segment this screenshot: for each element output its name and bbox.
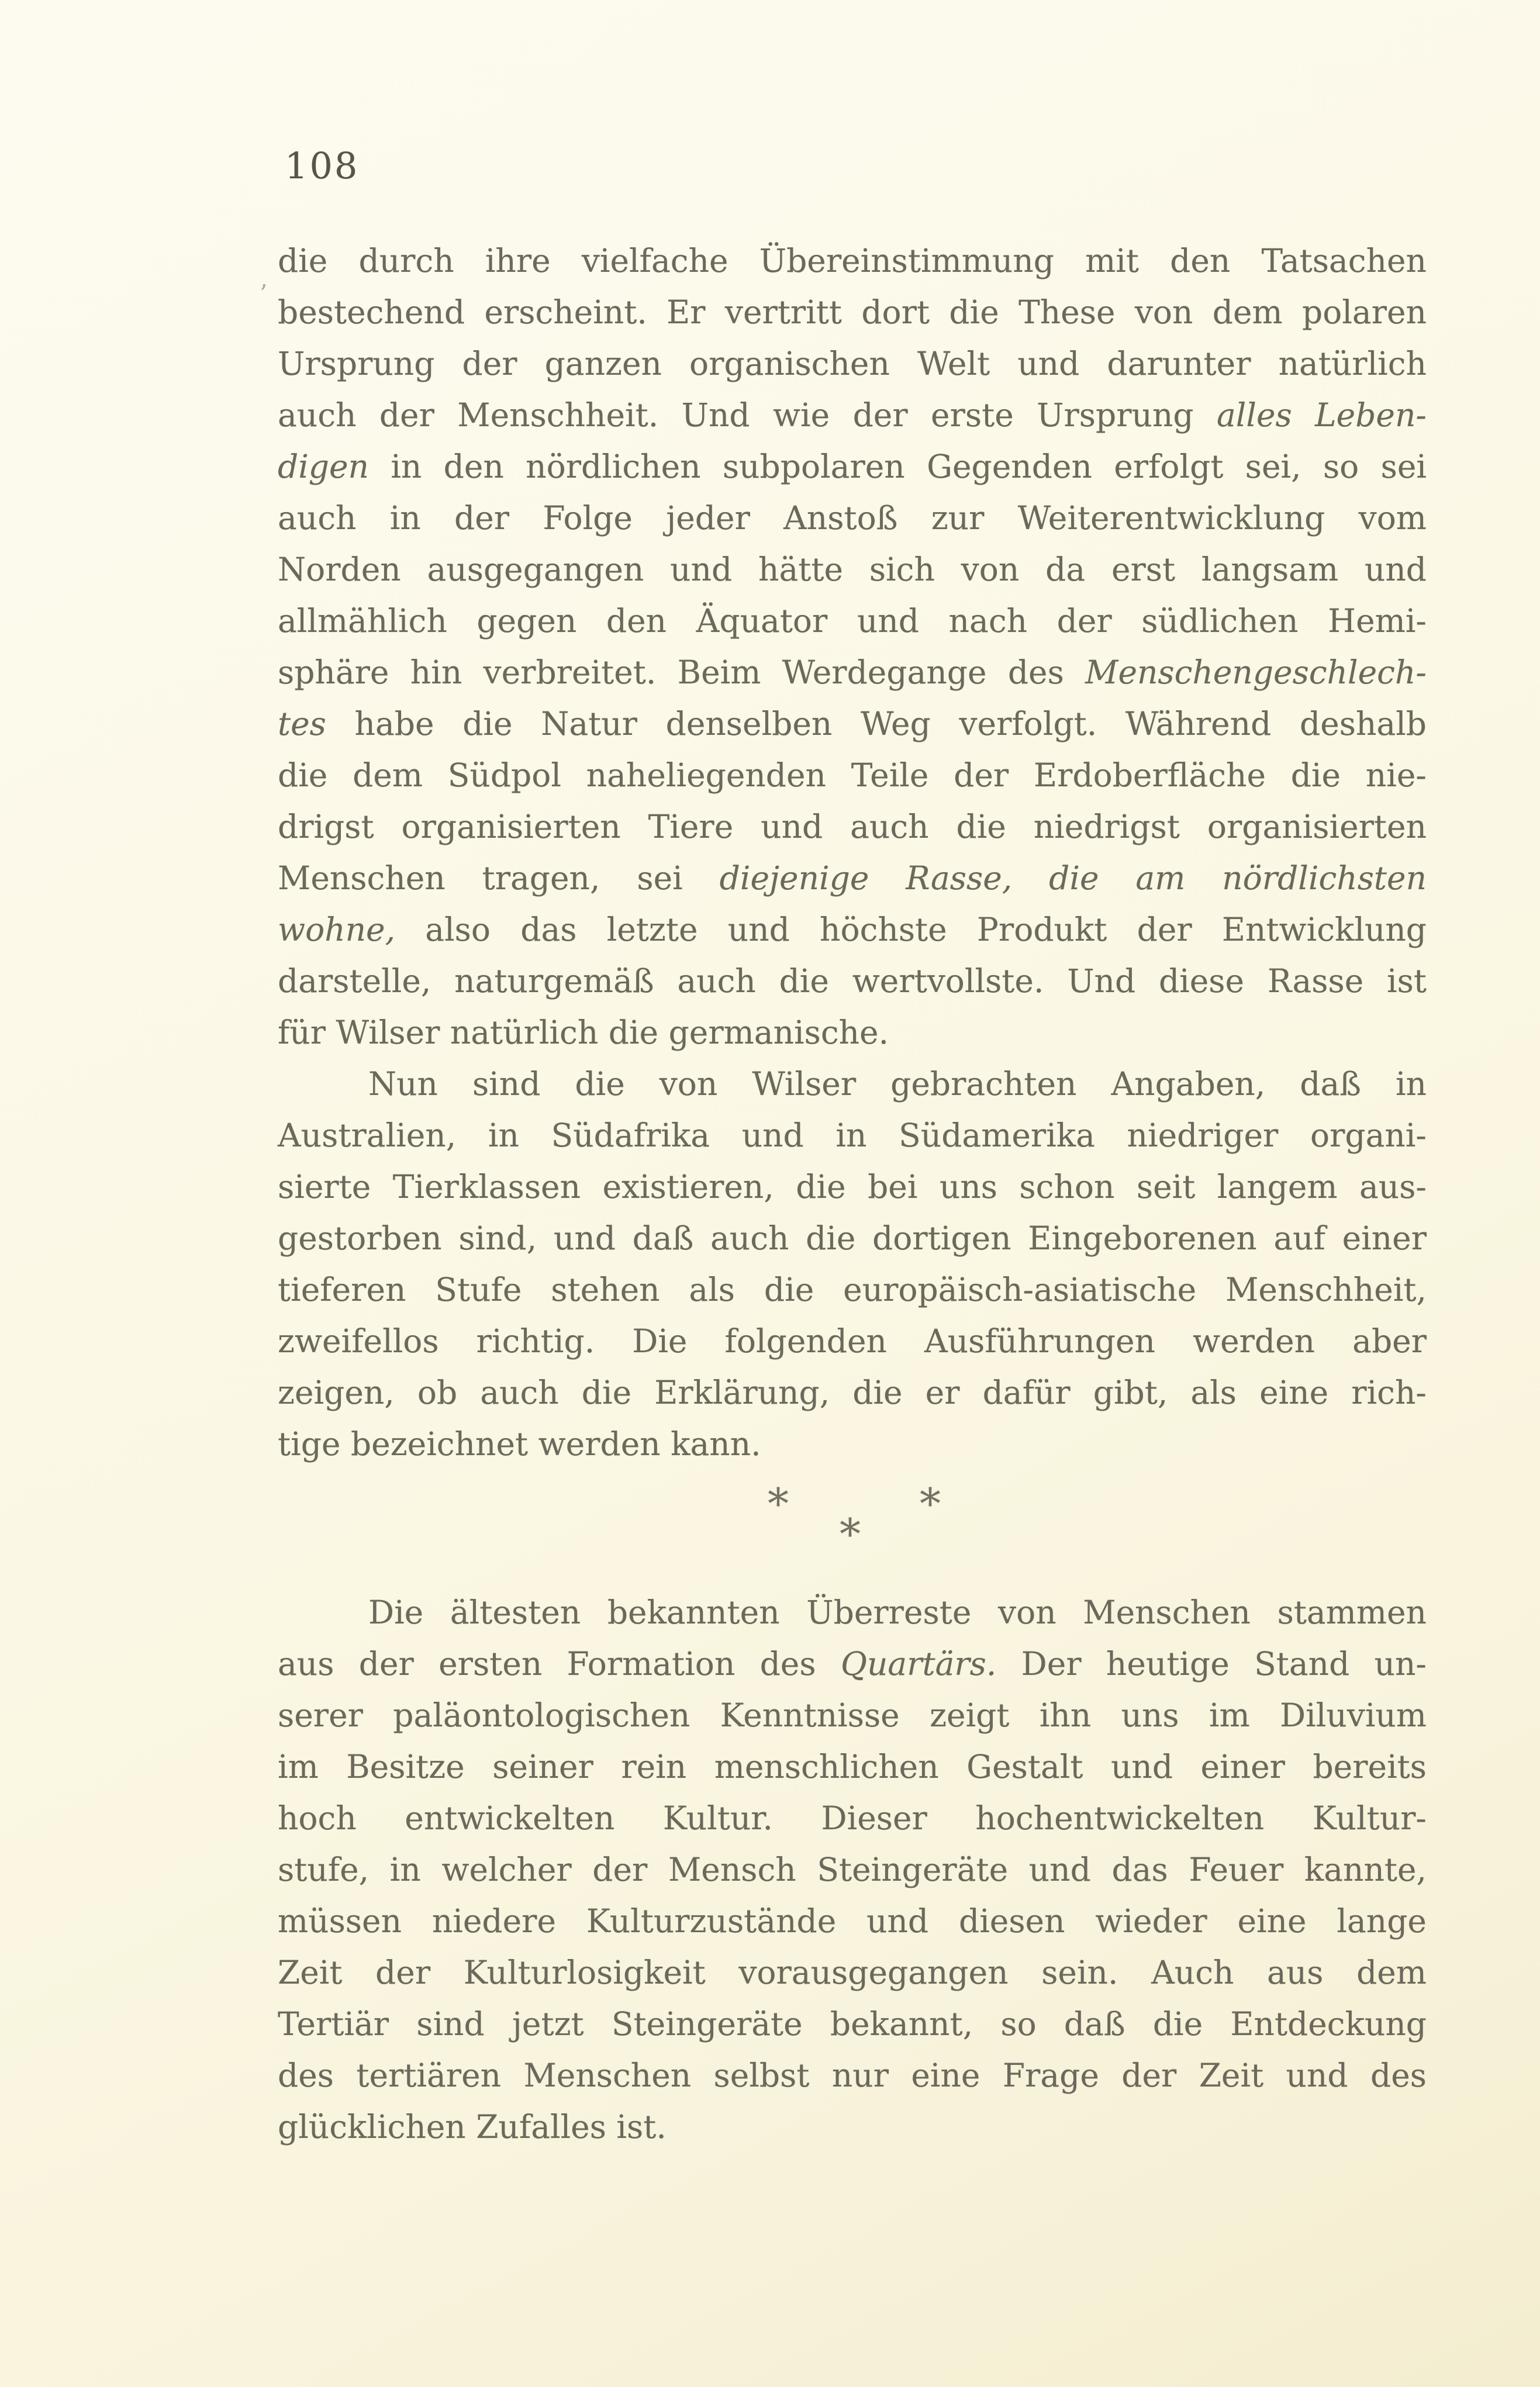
text-line — [278, 1264, 1427, 1315]
asterisk-icon: * — [768, 1479, 789, 1528]
text-line — [278, 1895, 1427, 1947]
text-segment: serer paläontologischen Kenntnisse zeigt ihn uns im Diluvium — [278, 1697, 1427, 1734]
text-line — [278, 647, 1427, 698]
text-line — [278, 955, 1427, 1007]
text-line — [278, 749, 1427, 801]
text-line — [278, 904, 1427, 955]
text-segment: allmählich gegen den Äquator und nach der südlichen Hemi- — [278, 602, 1427, 640]
text-segment: tieferen Stufe stehen als die europäisch-asiatische Menschheit, — [278, 1271, 1427, 1308]
text-segment: Nun sind die von Wilser gebrachten Angaben, daß in — [368, 1065, 1427, 1103]
text-segment: sphäre hin verbreitet. Beim Werdegange des — [278, 654, 1086, 691]
text-segment: Ursprung der ganzen organischen Welt und darunter natürlich — [278, 345, 1427, 382]
italic-text-segment: tes — [278, 705, 326, 742]
text-line — [278, 389, 1427, 441]
text-line — [278, 235, 1427, 286]
text-segment: Menschen tragen, sei — [278, 859, 720, 897]
text-segment: Norden ausgegangen und hätte sich von da erst langsam und — [278, 551, 1427, 588]
text-line — [278, 441, 1427, 492]
text-line — [278, 1844, 1427, 1895]
section-separator — [278, 1470, 1427, 1587]
text-line — [278, 1213, 1427, 1264]
page-number: 108 — [285, 144, 360, 187]
text-segment: die durch ihre vielfache Übereinstimmung mit den Tatsachen — [278, 242, 1427, 279]
text-segment: darstelle, naturgemäß auch die wertvollste. Und diese Rasse ist — [278, 962, 1427, 1000]
text-line — [278, 286, 1427, 338]
asterisk-icon: * — [920, 1479, 941, 1528]
text-line — [278, 1792, 1427, 1844]
text-segment: hoch entwickelten Kultur. Dieser hochentwickelten Kultur- — [278, 1799, 1427, 1837]
paragraph-3 — [278, 1587, 1427, 2153]
text-segment: zeigen, ob auch die Erklärung, die er dafür gibt, als eine rich- — [278, 1374, 1427, 1411]
text-line — [278, 1110, 1427, 1161]
text-segment: glücklichen Zufalles ist. — [278, 2108, 667, 2146]
paragraph-1 — [278, 235, 1427, 1058]
text-segment: sierte Tierklassen existieren, die bei uns schon seit langem aus- — [278, 1168, 1427, 1205]
text-segment: auch der Menschheit. Und wie der erste Ursprung — [278, 396, 1217, 434]
text-segment: müssen niedere Kulturzustände und diesen wieder eine lange — [278, 1902, 1427, 1940]
text-segment: die dem Südpol naheliegenden Teile der Erdoberfläche die nie- — [278, 756, 1427, 794]
text-segment: drigst organisierten Tiere und auch die niedrigst organisierten — [278, 808, 1427, 845]
text-segment: Australien, in Südafrika und in Südamerika niedriger organi- — [278, 1117, 1427, 1154]
asterisk-icon: * — [840, 1509, 861, 1559]
text-line — [278, 852, 1427, 904]
text-line — [278, 1638, 1427, 1690]
italic-text-segment: Menschengeschlech- — [1085, 654, 1427, 691]
text-segment: in den nördlichen subpolaren Gegenden erfolgt sei, so sei — [368, 448, 1427, 485]
text-segment: bestechend erscheint. Er vertritt dort die These von dem polaren — [278, 293, 1427, 331]
text-line — [278, 1587, 1427, 1638]
italic-text-segment: digen — [278, 448, 369, 485]
text-block — [278, 235, 1427, 2153]
text-line — [278, 1998, 1427, 2050]
text-line — [278, 1367, 1427, 1418]
text-line — [278, 801, 1427, 852]
text-line — [278, 1161, 1427, 1213]
text-segment: im Besitze seiner rein menschlichen Gestalt und einer bereits — [278, 1748, 1427, 1785]
text-segment: gestorben sind, und daß auch die dortigen Eingeborenen auf einer — [278, 1220, 1427, 1257]
text-segment: habe die Natur denselben Weg verfolgt. Während deshalb — [326, 705, 1427, 742]
text-segment: stufe, in welcher der Mensch Steingeräte und das Feuer kannte, — [278, 1851, 1427, 1888]
text-line — [278, 1947, 1427, 1998]
paragraph-2 — [278, 1058, 1427, 1470]
text-line — [278, 595, 1427, 647]
text-segment: Der heutige Stand un- — [996, 1645, 1427, 1683]
text-segment: Die ältesten bekannten Überreste von Menschen stammen — [368, 1594, 1427, 1631]
italic-text-segment: diejenige Rasse, die am nördlichsten — [719, 859, 1427, 897]
text-segment: Zeit der Kulturlosigkeit vorausgegangen sein. Auch aus dem — [278, 1954, 1427, 1991]
text-line — [278, 2050, 1427, 2101]
text-line — [278, 1741, 1427, 1792]
text-line — [278, 544, 1427, 595]
text-line — [278, 1007, 1427, 1058]
text-line — [278, 2101, 1427, 2153]
text-line — [278, 1315, 1427, 1367]
text-line — [278, 1418, 1427, 1470]
text-segment: aus der ersten Formation des — [278, 1645, 841, 1683]
text-segment: Tertiär sind jetzt Steingeräte bekannt, so daß die Entdeckung — [278, 2005, 1427, 2043]
text-segment: für Wilser natürlich die germanische. — [278, 1014, 889, 1051]
italic-text-segment: Quartärs. — [840, 1645, 997, 1683]
text-line — [278, 1058, 1427, 1110]
italic-text-segment: wohne, — [278, 911, 396, 948]
text-line — [278, 1690, 1427, 1741]
text-segment: also das letzte und höchste Produkt der Entwicklung — [395, 911, 1427, 948]
text-line — [278, 492, 1427, 544]
text-segment: des tertiären Menschen selbst nur eine Frage der Zeit und des — [278, 2057, 1427, 2094]
text-segment: zweifellos richtig. Die folgenden Ausführungen werden aber — [278, 1322, 1427, 1360]
text-line — [278, 698, 1427, 749]
text-segment: tige bezeichnet werden kann. — [278, 1425, 761, 1463]
italic-text-segment: alles Leben- — [1217, 396, 1427, 434]
text-line — [278, 338, 1427, 389]
text-segment: auch in der Folge jeder Anstoß zur Weiterentwicklung vom — [278, 499, 1427, 537]
ink-speck: ’ — [260, 279, 268, 308]
